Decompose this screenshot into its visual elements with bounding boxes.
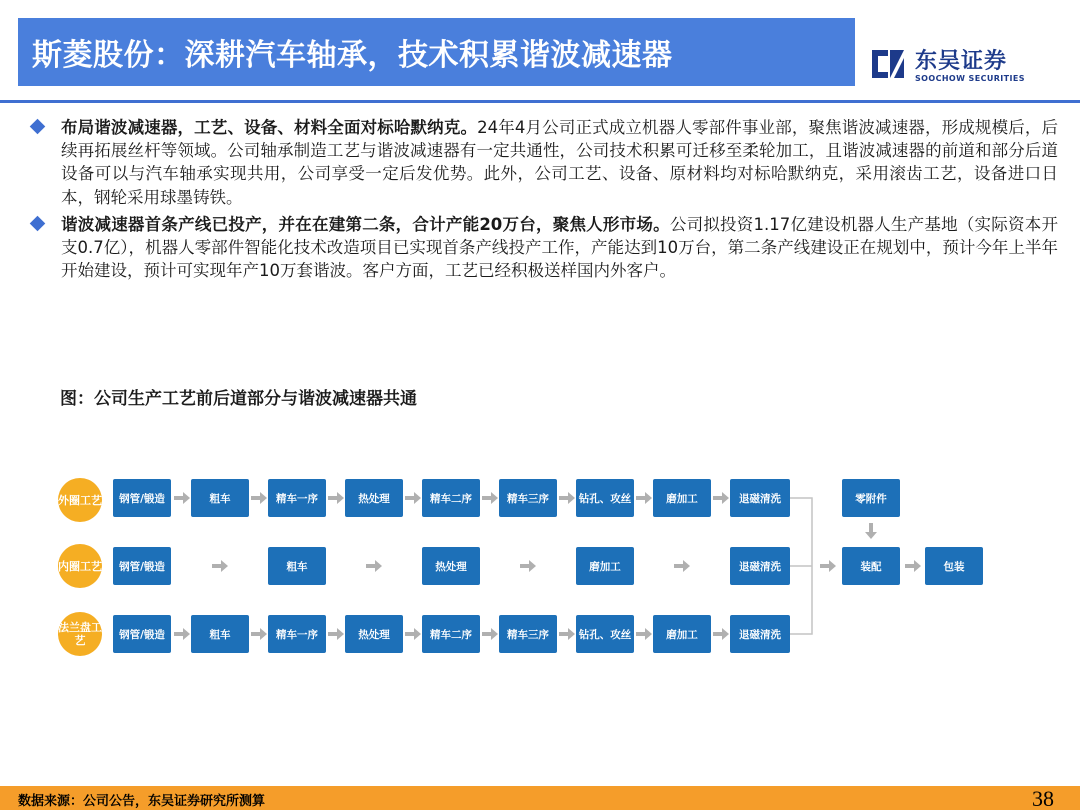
arrow-right-icon bbox=[174, 492, 190, 504]
brand-logo bbox=[868, 44, 1068, 90]
flow-step: 退磁清洗 bbox=[730, 479, 790, 517]
bullet-lead: 谐波减速器首条产线已投产，并在在建第二条，合计产能20万台，聚焦人形市场。 bbox=[61, 214, 670, 234]
flow-step: 精车三序 bbox=[499, 615, 557, 653]
flow-step: 钢管/锻造 bbox=[113, 547, 171, 585]
bullet-lead: 布局谐波减速器，工艺、设备、材料全面对标哈默纳克。 bbox=[61, 118, 478, 137]
flow-step: 钻孔、攻丝 bbox=[576, 615, 634, 653]
bullet-item-layout bbox=[28, 116, 1058, 209]
bullet-list bbox=[28, 116, 1058, 286]
arrow-right-icon bbox=[520, 560, 536, 572]
flow-step: 退磁清洗 bbox=[730, 547, 790, 585]
arrow-down-icon bbox=[865, 523, 877, 539]
arrow-right-icon bbox=[820, 560, 836, 572]
flow-step: 热处理 bbox=[345, 615, 403, 653]
diamond-bullet-icon bbox=[30, 119, 46, 135]
flow-step: 退磁清洗 bbox=[730, 615, 790, 653]
process-label-inner-ring: 内圈工艺 bbox=[58, 544, 102, 588]
arrow-right-icon bbox=[174, 628, 190, 640]
arrow-right-icon bbox=[405, 492, 421, 504]
arrow-right-icon bbox=[328, 628, 344, 640]
flow-step: 钢管/锻造 bbox=[113, 479, 171, 517]
bullet-body: 公司拟投资1.17亿建设机器人生产基地（实际资本开支0.7亿），机器人零部件智能化技术改造项目已实现首条产线投产工作，产能达到10万台，第二条产线建设正在规划中，预计今年上半年开始建设，预计可实现年产10万套谐波。客户方面，工艺已经积极送样国内外客户。 bbox=[61, 214, 1058, 281]
arrow-right-icon bbox=[251, 492, 267, 504]
arrow-right-icon bbox=[559, 628, 575, 640]
footer-bar bbox=[0, 786, 1080, 810]
flow-step: 精车二序 bbox=[422, 615, 480, 653]
flow-step: 精车三序 bbox=[499, 479, 557, 517]
process-label-outer-ring: 外圈工艺 bbox=[58, 478, 102, 522]
process-flowchart bbox=[0, 460, 1080, 680]
flow-step-packaging: 包装 bbox=[925, 547, 983, 585]
arrow-right-icon bbox=[328, 492, 344, 504]
flow-step: 磨加工 bbox=[653, 615, 711, 653]
flow-step-parts: 零附件 bbox=[842, 479, 900, 517]
flow-step: 精车二序 bbox=[422, 479, 480, 517]
flow-step: 磨加工 bbox=[653, 479, 711, 517]
figure-caption: 图：公司生产工艺前后道部分与谐波减速器共通 bbox=[60, 389, 417, 409]
arrow-right-icon bbox=[366, 560, 382, 572]
flow-step-assembly: 装配 bbox=[842, 547, 900, 585]
arrow-right-icon bbox=[251, 628, 267, 640]
process-label-flange: 法兰盘工艺 bbox=[58, 612, 102, 656]
flow-step: 精车一序 bbox=[268, 479, 326, 517]
arrow-right-icon bbox=[713, 492, 729, 504]
flow-step: 磨加工 bbox=[576, 547, 634, 585]
flow-step: 钻孔、攻丝 bbox=[576, 479, 634, 517]
arrow-right-icon bbox=[212, 560, 228, 572]
arrow-right-icon bbox=[713, 628, 729, 640]
bullet-body: 24年4月公司正式成立机器人零部件事业部，聚焦谐波减速器，形成规模后，后续再拓展丝杆等领域。公司轴承制造工艺与谐波减速器有一定共通性，公司技术积累可迁移至柔轮加工，且谐波减速器的前道和部分后道设备可以与汽车轴承实现共用，公司享受一定后发优势。此外，公司工艺、设备、原材料均对标哈默纳克，采用滚齿工艺，设备进口日本，钢轮采用球墨铸铁。 bbox=[61, 118, 1059, 207]
arrow-right-icon bbox=[636, 628, 652, 640]
arrow-right-icon bbox=[674, 560, 690, 572]
flow-step: 精车一序 bbox=[268, 615, 326, 653]
bullet-item-capacity bbox=[28, 213, 1058, 283]
flow-step: 粗车 bbox=[191, 615, 249, 653]
flow-step: 粗车 bbox=[191, 479, 249, 517]
arrow-right-icon bbox=[559, 492, 575, 504]
footer-source: 数据来源：公司公告，东吴证券研究所测算 bbox=[18, 794, 266, 809]
page-title: 斯菱股份：深耕汽车轴承，技术积累谐波减速器 bbox=[18, 18, 855, 86]
flow-step: 钢管/锻造 bbox=[113, 615, 171, 653]
page-number: 38 bbox=[1032, 786, 1054, 810]
arrow-right-icon bbox=[482, 628, 498, 640]
logo-en-text: SOOCHOW SECURITIES bbox=[915, 74, 1025, 83]
arrow-right-icon bbox=[482, 492, 498, 504]
arrow-right-icon bbox=[905, 560, 921, 572]
arrow-right-icon bbox=[405, 628, 421, 640]
logo-cn-text: 东吴证券 bbox=[915, 49, 1008, 74]
flow-step: 热处理 bbox=[345, 479, 403, 517]
header-divider bbox=[0, 100, 1080, 103]
arrow-right-icon bbox=[636, 492, 652, 504]
diamond-bullet-icon bbox=[30, 216, 46, 232]
flow-step: 粗车 bbox=[268, 547, 326, 585]
soochow-logo-icon bbox=[868, 46, 908, 82]
flow-step: 热处理 bbox=[422, 547, 480, 585]
